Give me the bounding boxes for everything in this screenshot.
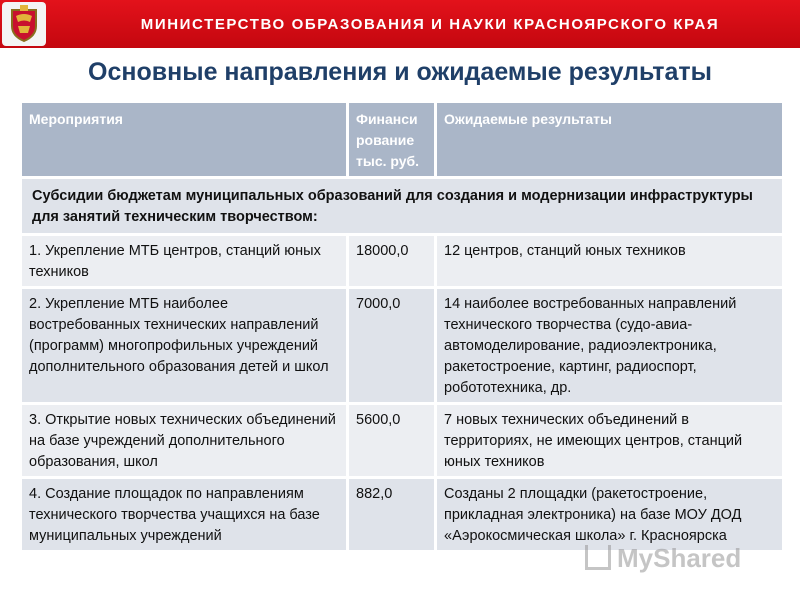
results-table xyxy=(19,100,785,553)
coat-of-arms-icon xyxy=(2,2,46,46)
result-cell: 7 новых технических объединений в территориях, не имеющих центров, станций юных техников xyxy=(436,404,784,478)
column-header-results: Ожидаемые результаты xyxy=(436,102,784,178)
result-cell: 12 центров, станций юных техников xyxy=(436,235,784,288)
result-cell: Созданы 2 площадки (ракетостроение, прикладная электроника) на базе МОУ ДОД «Аэрокосмическая школа» г. Красноярска xyxy=(436,478,784,552)
column-header-funding: Финанси рование тыс. руб. xyxy=(348,102,436,178)
activity-cell: 1. Укрепление МТБ центров, станций юных техников xyxy=(21,235,348,288)
myshared-logo-icon xyxy=(585,545,611,570)
table-row xyxy=(21,404,784,478)
table-row xyxy=(21,235,784,288)
watermark xyxy=(585,543,741,574)
funding-cell: 18000,0 xyxy=(348,235,436,288)
funding-cell: 7000,0 xyxy=(348,288,436,404)
column-header-activities: Мероприятия xyxy=(21,102,348,178)
activity-cell: 4. Создание площадок по направлениям технического творчества учащихся на базе муниципальных учреждений xyxy=(21,478,348,552)
result-cell: 14 наиболее востребованных направлений технического творчества (судо-авиа-автомоделирование, радиоэлектроника, ракетостроение, картинг, радиоспорт, робототехника, др. xyxy=(436,288,784,404)
section-title: Субсидии бюджетам муниципальных образований для создания и модернизации инфраструктуры для занятий техническим творчеством: xyxy=(21,178,784,235)
ministry-title: МИНИСТЕРСТВО ОБРАЗОВАНИЯ И НАУКИ КРАСНОЯРСКОГО КРАЯ xyxy=(140,16,720,33)
table-row xyxy=(21,478,784,552)
ministry-banner xyxy=(0,0,800,48)
table-row xyxy=(21,288,784,404)
activity-cell: 3. Открытие новых технических объединений на базе учреждений дополнительного образования, школ xyxy=(21,404,348,478)
activity-cell: 2. Укрепление МТБ наиболее востребованных технических направлений (программ) многопрофильных учреждений дополнительного образования детей и школ xyxy=(21,288,348,404)
funding-cell: 882,0 xyxy=(348,478,436,552)
section-row xyxy=(21,178,784,235)
slide-title: Основные направления и ожидаемые результаты xyxy=(88,58,712,86)
table-header-row xyxy=(21,102,784,178)
watermark-text: MyShared xyxy=(617,543,742,573)
funding-cell: 5600,0 xyxy=(348,404,436,478)
